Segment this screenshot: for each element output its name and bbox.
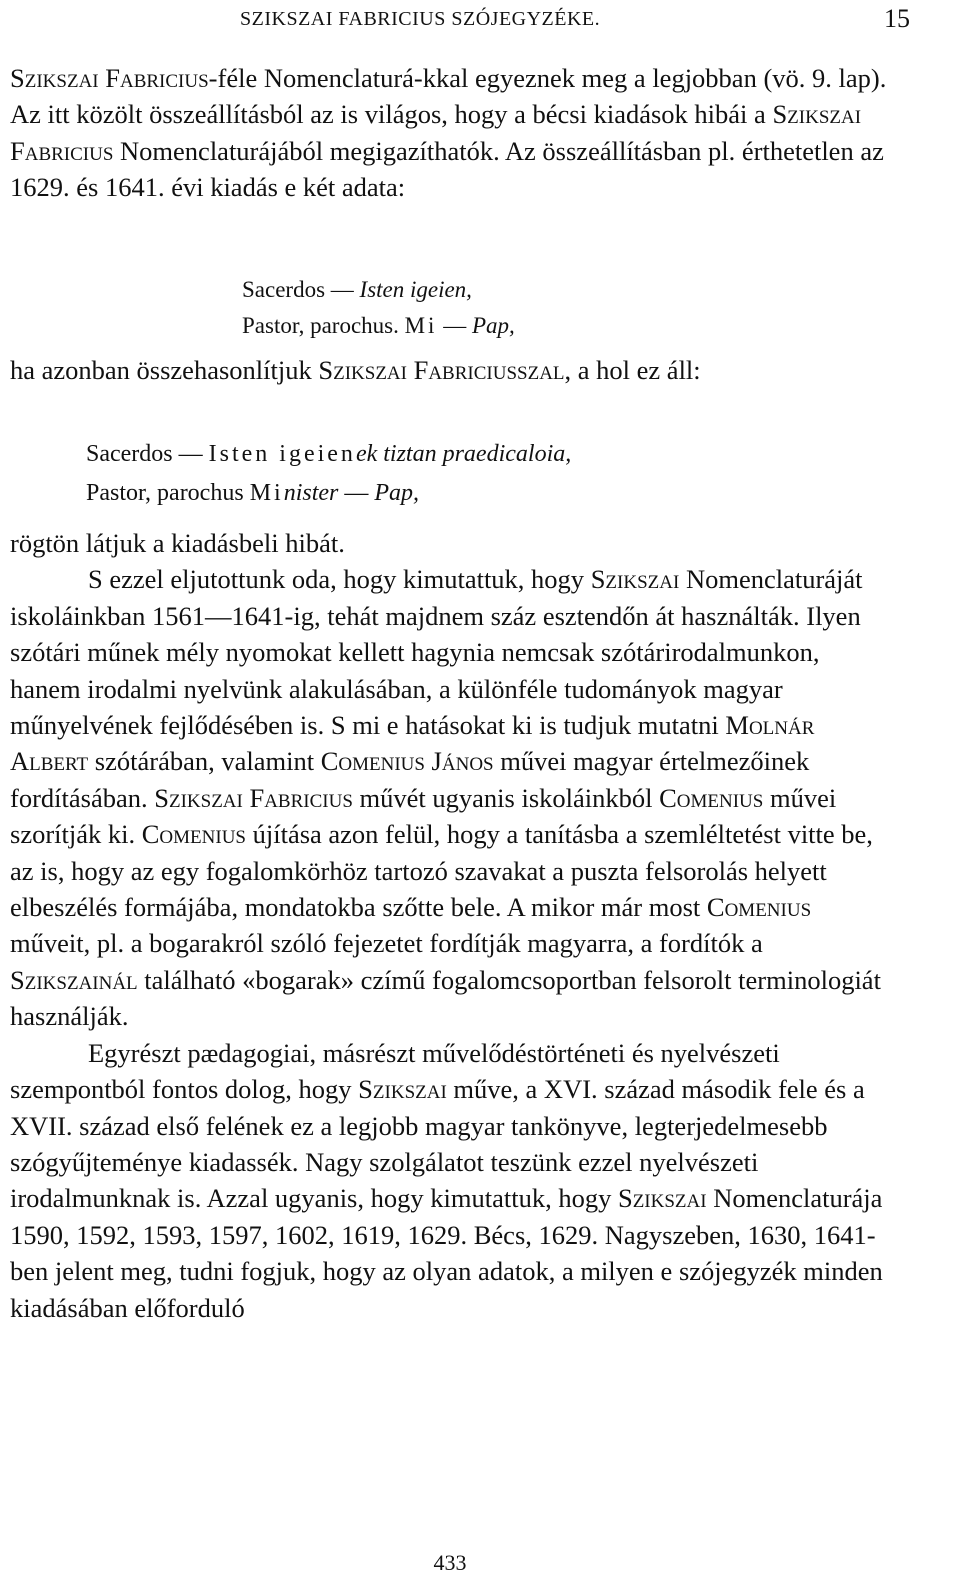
quote-line <box>242 272 515 308</box>
italic-word: nister <box>283 480 339 506</box>
dash: — <box>437 313 472 338</box>
author-name: Szikszai <box>590 564 680 595</box>
text-span: ha azonban összehasonlítjuk <box>10 355 319 385</box>
text-span: S ezzel eljutottunk oda, hogy kimutattuk, hogy <box>88 564 591 595</box>
spaced-word: Mi <box>404 313 438 338</box>
text-span: újítása azon felül, hogy a tanításba a szemléltetést vitte be, az is, hogy az egy fogalomkörhöz tartozó szavakat a puszta felsorolás helyett elbeszélés formájába, mondatokba szőtte bele. A mikor már most <box>10 819 873 923</box>
running-header <box>240 4 910 34</box>
hungarian-gloss: Pap, <box>471 313 515 338</box>
line-conclusion: rögtön látjuk a kiadásbeli hibát. <box>10 528 345 558</box>
text-span: művei szorítják ki. <box>10 782 837 850</box>
running-title: SZIKSZAI FABRICIUS SZÓJEGYZÉKE. <box>240 8 601 30</box>
paragraph-2 <box>10 561 896 1034</box>
text-span: -féle Nomenclaturá-kkal egyeznek meg a legjobban (vö. 9. lap). Az itt közölt összeállításból az is világos, hogy a bécsi kiadások hibái a <box>10 63 887 130</box>
author-name: Fabricius <box>105 63 209 93</box>
spaced-word: Mi <box>249 480 284 506</box>
text-span: szótárában, valamint <box>88 746 321 777</box>
text-span: Nomenclaturájából megigazíthatók. Az összeállításban pl. érthetetlen az 1629. és 1641. évi kiadás e két adata: <box>10 135 884 203</box>
text-span: Nomenclaturája 1590, 1592, 1593, 1597, 1602, 1619, 1629. Bécs, 1629. Nagyszeben, 1630, 1641-ben jelent meg, tudni fogjuk, hogy az olyan adatok, a milyen e szójegyzék minden kiadásában előforduló <box>10 1183 883 1323</box>
footer-page-number: 433 <box>433 1550 467 1575</box>
author-name: Comenius <box>141 819 246 850</box>
hungarian-gloss: Isten igeien, <box>359 277 472 302</box>
quote-list-1 <box>242 272 515 344</box>
author-name: Molnár Albert <box>10 710 815 777</box>
latin-term: Pastor, parochus <box>86 480 250 506</box>
author-name: Szikszainál <box>10 964 138 995</box>
text-span: művét ugyanis iskoláinkból <box>352 782 660 813</box>
text-span: műveit, pl. a bogarakról szóló fejezetet fordítják magyarra, a fordítók a <box>10 928 763 959</box>
author-name: Comenius <box>659 782 764 813</box>
latin-term: Pastor, parochus. <box>242 313 405 338</box>
main-body <box>10 525 896 1326</box>
author-name: Comenius János <box>320 746 494 777</box>
author-name: Szikszai Fabricius <box>154 782 353 813</box>
text-span: műve, a XVI. század második fele és a XVII. század első felének ez a legjobb magyar tankönyve, legterjedelmesebb szógyűjteménye kiadassék. Nagy szolgálatot teszünk ezzel nyelvészeti irodalmunknak is. Azzal ugyanis, hogy kimutattuk, hogy <box>10 1074 865 1214</box>
paragraph-comparison <box>10 352 896 388</box>
author-name: Szikszai <box>617 1183 707 1214</box>
text-span: Nomenclaturáját iskoláinkban 1561—1641-ig, tehát majdnem száz esztendőn át használták. Ilyen szótári műnek mély nyomokat kellett hagynia nemcsak szótárirodalmunkon, hanem irodalmi nyelvünk alakulásában, a különféle tudományok magyar műnyelvének fejlődésében is. S mi e hatásokat ki is tudjuk mutatni <box>10 564 863 741</box>
author-name: Comenius <box>706 892 812 923</box>
author-name: Szikszai Fabriciusszal <box>318 355 565 385</box>
author-name: Szikszai Fabricius <box>10 99 862 166</box>
hungarian-gloss: ek tiztan praedicaloia, <box>355 441 572 467</box>
text-span: művei magyar értelmezőinek fordításában. <box>10 746 810 813</box>
quote-line <box>86 474 571 513</box>
paragraph-3 <box>10 1035 896 1326</box>
hungarian-gloss: Pap, <box>374 480 420 506</box>
text-span: , a hol ez áll: <box>564 355 701 385</box>
dash: — <box>338 480 375 506</box>
author-name: Szikszai <box>358 1074 447 1105</box>
text-span: Egyrészt pædagogiai, másrészt művelődéstörténeti és nyelvészeti szempontból fontos dolog, hogy <box>10 1037 780 1105</box>
text-span: található «bogarak» czímű fogalomcsoportban felsorolt terminologiát használják. <box>10 964 881 1032</box>
spaced-word: Isten igeien <box>208 441 356 467</box>
latin-term: Sacerdos — <box>242 277 360 302</box>
page-number: 15 <box>884 4 910 33</box>
quote-line <box>242 308 515 344</box>
quote-line <box>86 435 571 474</box>
paragraph-1 <box>10 60 896 206</box>
latin-term: Sacerdos — <box>86 441 209 467</box>
author-name: Szikszai <box>10 63 99 93</box>
quote-list-2 <box>86 435 571 513</box>
